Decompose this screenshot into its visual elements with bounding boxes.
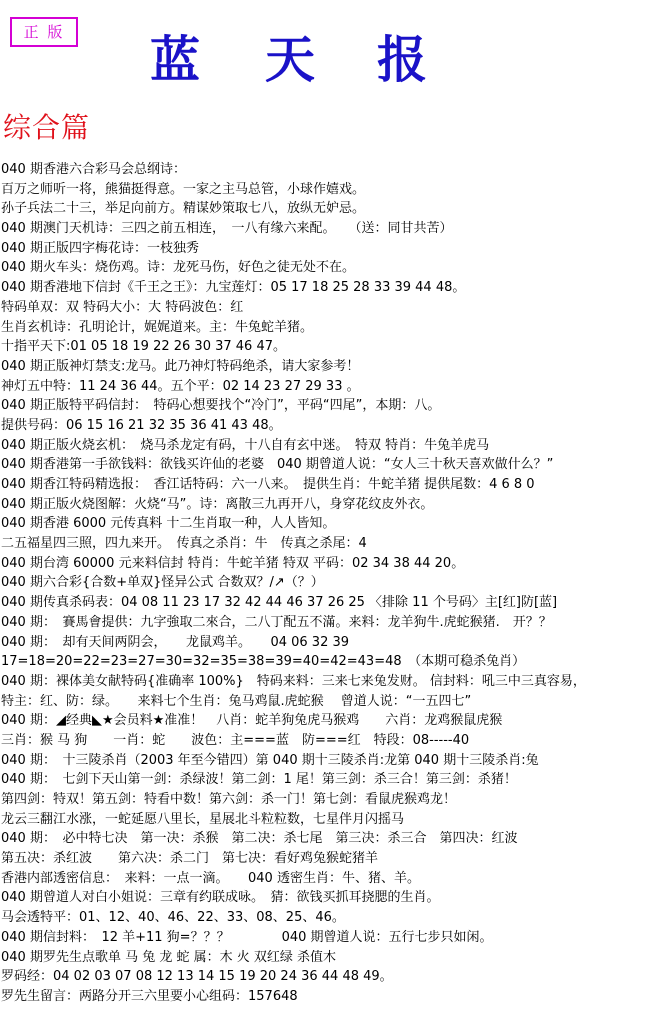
article-line: 040 期： 却有天间两阴会， 龙鼠鸡羊。 04 06 32 39 (1, 634, 350, 650)
article-line: 孙子兵法二十三，举足向前方。精谋妙策取七八，放纵无妒忌。 (1, 201, 366, 217)
article-line: 罗码经：04 02 03 07 08 12 13 14 15 19 20 24 36 44 48 49。 (1, 969, 393, 985)
article-line: 040 期：裸体美女献特码{准确率 100%} 特码来料：三来七来兔发财。 信封料：吼三中三真容易， (1, 673, 586, 689)
masthead-char: 报 (377, 30, 427, 89)
masthead-char: 天 (265, 30, 315, 89)
article-line: 17=18=20=22=23=27=30=32=35=38=39=40=42=43=48 （本期可稳杀兔肖） (1, 654, 526, 670)
article-line: 040 期正版火烧图解：火烧“马”。诗：离散三九再开八，身穿花纹皮外衣。 (1, 496, 434, 512)
article-line: 040 期香港第一手欲钱料：欲钱买许仙的老婆 040 期曾道人说：“女人三十秋天喜欢做什么？” (1, 457, 554, 473)
article-line: 马会透特平：01、12、40、46、22、33、08、25、46。 (1, 910, 345, 926)
article-line: 特码单双：双 特码大小：大 特码波色：红 (1, 299, 244, 315)
article-line: 十指平天下:01 05 18 19 22 26 30 37 46 47。 (1, 339, 286, 355)
article-line: 特主：红、防：绿。 来料七个生肖：兔马鸡鼠.虎蛇猴 曾道人说：“一五四七” (1, 693, 472, 709)
article-line: 040 期正版神灯禁支:龙马。此乃神灯特码绝杀，请大家参考！ (1, 358, 360, 374)
article-line: 040 期： 七剑下天山第一剑：杀绿波！第二剑：1 尾！第三剑：杀三合！第三剑：杀猪！ (1, 772, 517, 788)
article-line: 040 期正版火烧玄机： 烧马杀龙定有码，十八自有玄中迷。 特双 特肖：牛兔羊虎马 (1, 437, 490, 453)
article-line: 040 期： 十三陵杀肖（2003 年至今错四）第 040 期十三陵杀肖:龙第 040 期十三陵杀肖:兔 (1, 752, 539, 768)
article-line: 040 期罗先生点歌单 马 兔 龙 蛇 属：木 火 双红绿 杀值木 (1, 949, 337, 965)
article-line: 040 期正版四字梅花诗：一枝独秀 (1, 240, 199, 256)
article-line: 040 期：◢经典◣★会员料★准准！ 八肖：蛇羊狗兔虎马猴鸡 六肖：龙鸡猴鼠虎猴 (1, 713, 503, 729)
article-line: 040 期正版特平码信封： 特码心想要找个“冷门”，平码“四尾”，本期：八。 (1, 398, 441, 414)
article-line: 040 期六合彩{合数+单双}怪异公式 合数双？/↗（？） (1, 575, 324, 591)
article-line: 提供号码：06 15 16 21 32 35 36 41 43 48。 (1, 417, 282, 433)
article-line: 二五福星四三照，四九来开。 传真之杀肖：牛 传真之杀尾：4 (1, 536, 367, 552)
authentic-badge: 正 版 (10, 17, 78, 47)
article-line: 龙云三翻江水涨，一蛇延愿八里长，星展北斗粒粒数，七星伴月闪摇马 (1, 811, 405, 827)
article-line: 040 期传真杀码表：04 08 11 23 17 32 42 44 46 37 26 25 〈排除 11 个号码〉主[红]防[蓝] (1, 595, 558, 611)
article-line: 040 期香港 6000 元传真料 十二生肖取一种，人人皆知。 (1, 516, 336, 532)
masthead-title (150, 30, 427, 90)
article-line: 040 期香港地下信封《千王之王》：九宝莲灯：05 17 18 25 28 33 39 44 48。 (1, 280, 466, 296)
article-line: 香港内部透密信息： 来料：一点一滴。 040 透密生肖：牛、猪、羊。 (1, 870, 420, 886)
article-line: 040 期香江特码精选报： 香江话特码：六一八来。 提供生肖：牛蛇羊猪 提供尾数：4 6 8 0 (1, 477, 535, 492)
article-line: 神灯五中特：11 24 36 44。五个平：02 14 23 27 29 33 。 (1, 378, 360, 394)
article-line: 040 期火车头：烧伤鸡。诗：龙死马伤，好色之徒无处不在。 (1, 260, 355, 276)
article-line: 040 期澳门天机诗：三四之前五相连， 一八有缘六来配。 （送：同甘共苦） (1, 221, 453, 237)
article-body (1, 160, 651, 1007)
article-line: 040 期香港六合彩马会总纲诗： (1, 162, 186, 177)
article-line: 第五决：杀红波 第六决：杀二门 第七决：看好鸡兔猴蛇猪羊 (1, 851, 379, 867)
article-line: 040 期台湾 60000 元来料信封 特肖：牛蛇羊猪 特双 平码：02 34 38 44 20。 (1, 555, 465, 571)
article-line: 生肖玄机诗：孔明论计，娓娓道来。主：牛兔蛇羊猪。 (1, 319, 314, 335)
article-line: 罗先生留言：两路分开三六里要小心组码：157648 (1, 988, 298, 1004)
article-line: 三肖：猴 马 狗 一肖：蛇 波色：主===蓝 防===红 特段：08-----40 (1, 732, 470, 748)
article-line: 040 期： 賽馬會提供：九字強取二來合，二八丁配五不滿。来料：龙羊狗牛.虎蛇猴猪. 开？？ (1, 614, 552, 630)
article-line: 040 期信封料： 12 羊+11 狗=？？？ 040 期曾道人说：五行七步只如闲。 (1, 929, 493, 945)
article-line: 040 期： 必中特七决 第一决：杀猴 第二决：杀七尾 第三决：杀三合 第四决：红波 (1, 831, 518, 847)
article-line: 第四剑：特双！第五剑：特看中数！第六剑：杀一门！第七剑：看鼠虎猴鸡龙！ (1, 792, 457, 807)
masthead-char: 蓝 (150, 30, 200, 89)
section-title: 综合篇 (3, 111, 91, 144)
article-line: 040 期曾道人对白小姐说：三章有约联成咏。 猜：欲钱买抓耳挠腮的生肖。 (1, 890, 440, 906)
article-line: 百万之师听一将，熊猫挺得意。一家之主马总管，小球作嬉戏。 (1, 181, 366, 197)
